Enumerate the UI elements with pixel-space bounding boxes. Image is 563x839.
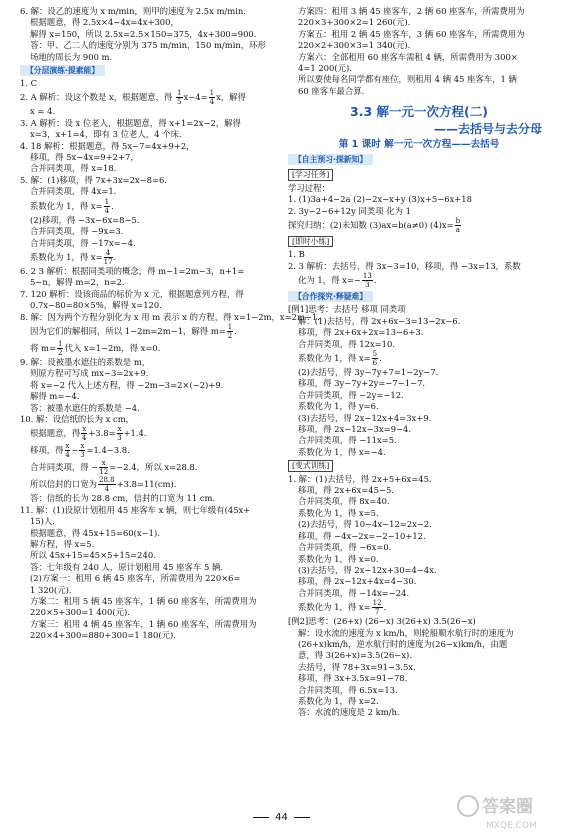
text-line: 化为 1，得 x=− $\frac{13}{3}$ . — [298, 272, 377, 290]
text-line: 根据题意，得 $\frac{x}{4}$ +3.8= $\frac{x}{3}$ +1.4. — [30, 425, 147, 443]
text-line: 2. 3 解析：去括号，得 3x−3=10，移项，得 −3x=13，系数 — [288, 260, 521, 271]
text-line: 所以 45x+15=45×5+15=240. — [30, 550, 156, 561]
text-line: [例2]思考：(26+x) (26−x) 3(26+x) 3.5(26−x) — [288, 616, 476, 627]
text-line: 去括号，得 78+3x=91−3.5x. — [298, 661, 416, 672]
chapter-title: 3.3 解一元一次方程(二) — [350, 104, 488, 120]
watermark-text: 答案圈 — [482, 797, 533, 817]
fraction: $\frac{1}{4}$ — [209, 89, 215, 107]
text-line: 1. (1)3a+4−2a (2)−2x−x+y (3)x+5−6x+18 — [288, 194, 472, 205]
text-line: 系数化为 1，得 x=0. — [298, 553, 379, 564]
text-line: 移项，得 −4x−2x=−2−10+12. — [298, 530, 426, 541]
watermark-logo — [456, 790, 554, 834]
text-line: 移项，得 5x−4x=9+2+7， — [30, 152, 139, 163]
text-line: 系数化为 1，得 x= $\frac{4}{17}$ . — [30, 248, 117, 266]
text-line: 答：被墨水遮住的系数是 −4. — [30, 402, 140, 413]
text-line: 0.7x−80=80×5%，解得 x=120. — [30, 300, 162, 311]
text-line: 1. 解：(1)去括号，得 2x+5+6x=45. — [288, 473, 432, 484]
text-line: 11. 解：(1)设原计划租用 45 座客车 x 辆，则七年级有(45x+ — [20, 504, 251, 515]
text-line: 合并同类项，得 −9x=3. — [30, 226, 124, 237]
text-line: 答：七年级有 240 人，原计划租用 45 座客车 5 辆. — [30, 561, 223, 572]
text-line: 解：(1)去括号，得 2x+6x−3=13−2x−6. — [298, 315, 461, 326]
watermark-url: MXQE.COM — [486, 821, 537, 831]
text-line: 4. 18 解析：根据题意，得 5x−7=4x+9+2， — [20, 140, 195, 151]
text-line: x = 4. — [30, 106, 56, 117]
fraction: $\frac{1}{5}$ — [177, 89, 182, 107]
fraction: $\frac{1}{2}$ — [58, 339, 63, 357]
text-line: 4=1 200(元). — [298, 63, 352, 74]
fraction: $\frac{x}{4}$ — [65, 442, 70, 460]
text-line: 系数化为 1，得 y=6. — [298, 401, 379, 412]
fraction: $\frac{x}{3}$ — [117, 425, 122, 443]
text-line: 方案四：租用 3 辆 45 座客车，2 辆 60 座客车，所需费用为 — [298, 6, 525, 16]
text-line: 解方程，得 x=5. — [30, 539, 95, 549]
text-line: 合并同类项，得 8x=40. — [298, 496, 390, 507]
text-line: 方案三：租用 4 辆 45 座客车，1 辆 60 座客车，所需费用为 — [30, 618, 257, 629]
text-line: 方案五：租用 2 辆 45 座客车，3 辆 60 座客车，所需费用为 — [298, 28, 525, 39]
text-line: (2)去括号，得 10−4x−12=2x−2. — [298, 519, 432, 530]
text-line: 方案二：租用 5 辆 45 座客车，1 辆 60 座客车，所需费用为 — [30, 596, 257, 607]
text-line: 移项，得 2x+6x+2x=13−6+3. — [298, 327, 424, 338]
text-line: 9. 解：设被墨水遮住的系数是 m， — [20, 356, 151, 367]
fraction: $\frac{1}{2}$ — [227, 322, 233, 340]
fraction: $\frac{12}{7}$ — [372, 599, 382, 617]
section-header: 【自主预习·探新知】 — [288, 154, 373, 165]
text-line: 学习过程： — [288, 182, 330, 193]
fraction: $\frac{1}{4}$ — [104, 197, 110, 215]
text-line: 移项，得 2x+6x=45−5. — [298, 485, 394, 496]
text-line: 则原方程可写成 mx−3=2x+9. — [30, 368, 149, 379]
text-line: 2. 3y−2−6+12y 同类项 化为 1 — [288, 205, 411, 216]
text-line: (2)去括号，得 3y−7y+7=1−2y−7. — [298, 366, 439, 377]
text-line: 合并同类项，得 −14x=−24. — [298, 587, 410, 598]
right-column — [288, 6, 550, 719]
text-line: 系数化为 1，得 x= $\frac{5}{6}$ . — [298, 349, 382, 367]
text-line: 解得 x=150，所以 2.5x=2.5×150=375，4x+300=900. — [30, 28, 257, 39]
fraction: $\frac{5}{6}$ — [372, 349, 378, 367]
subsection-label: [学习任务] — [288, 169, 333, 181]
text-line: 1 320(元). — [30, 584, 72, 595]
text-line: 2. A 解析：设这个数是 x，根据题意，得 $\frac{1}{5}$ x−4= $\frac{1}{4}$ x，解得 — [20, 89, 246, 107]
text-line: (3)去括号，得 2x−12x+4=3x+9. — [298, 412, 432, 423]
text-line: 移项，得 3x+3.5x=91−78. — [298, 673, 408, 684]
text-line: 220×2+300×3=1 340(元). — [298, 40, 411, 51]
text-line: 合并同类项，得 −11x=5. — [298, 435, 397, 446]
text-line: 系数化为 1，得 x= $\frac{1}{4}$ . — [30, 197, 114, 215]
text-line: 系数化为 1，得 x= $\frac{12}{7}$ . — [298, 599, 387, 617]
fraction: $\frac{x}{3}$ — [80, 442, 85, 460]
text-line: 5. 解：(1)移项，得 7x+3x=2x−8=6. — [20, 174, 167, 185]
text-line: 系数化为 1，得 x=5. — [298, 507, 379, 518]
fraction: $\frac{13}{3}$ — [362, 272, 372, 290]
text-line: 答：甲、乙二人的速度分别为 375 m/min，150 m/min，环形 — [30, 40, 266, 51]
text-line: 系数化为 1，得 x=2. — [298, 695, 379, 706]
text-line: [例1]思考：去括号 移项 同类项 — [288, 304, 406, 315]
subsection-label: [即时小练] — [288, 236, 333, 248]
text-line: 因为它们的解相同，所以 1−2m=2m−1，解得 m= $\frac{1}{2}$ . — [30, 322, 237, 340]
text-line: (2)方案一：租用 6 辆 45 座客车，所需费用为 220×6= — [30, 573, 241, 584]
text-line: 5−n，解得 m=2，n=2. — [30, 277, 125, 288]
text-line: 6. 2 3 解析：根据同类项的概念，得 m−1=2m−3，n+1= — [20, 265, 245, 276]
text-line: 移项，得 3y−7y+2y=−7−1−7. — [298, 378, 426, 389]
text-line: 合并同类项，得 −2y=−12. — [298, 389, 404, 400]
text-line: 220×5+300=1 400(元). — [30, 607, 130, 618]
text-line: 方案六：全部租用 60 座客车需租 4 辆，所需费用为 300× — [298, 51, 518, 62]
text-line: 移项，得 $\frac{x}{4}$ − $\frac{x}{3}$ =1.4−3.8. — [30, 442, 130, 460]
text-line: 15)人. — [30, 516, 55, 527]
text-line: 将 x=−2 代入上述方程，得 −2m−3=2×(−2)+9. — [30, 379, 224, 390]
text-line: 合并同类项，得 6.5x=13. — [298, 684, 398, 695]
text-line: 7. 120 解析：设该商品的标价为 x 元，根据题意列方程，得 — [20, 288, 244, 299]
text-line: 合并同类项，得 4x=1. — [30, 186, 117, 197]
text-line: (2)移项，得 −3x−6x=8−5. — [30, 214, 140, 225]
text-line: 8. 解：因为两个方程分别化为 x 用 m 表示 x 的方程，得 x=1−2m，x=2m−1. — [20, 311, 320, 322]
text-line: 意，得 3(26+x)=3.5(26−x). — [298, 650, 412, 661]
text-line: (3)去括号，得 2x−12x+30=4−4x. — [298, 564, 437, 575]
fraction: $\frac{x}{4}$ — [81, 425, 87, 443]
text-line: 所以要使每名同学都有座位，则租用 4 辆 45 座客车，1 辆 — [298, 74, 517, 85]
text-line: 答：水流的速度是 2 km/h. — [298, 707, 400, 718]
text-line: 将 m= $\frac{1}{2}$ 代入 x=1−2m，得 x=0. — [30, 339, 161, 357]
text-line: 所以信封的口宽为 $\frac{28.8}{4}$ +3.8=11(cm). — [30, 476, 177, 494]
text-line: 场地的周长为 900 m. — [30, 51, 113, 62]
subsection-label: [变式训练] — [288, 460, 333, 472]
text-line: 探究归纳：(2)未知数 (3)ax=b(a≠0) (4)x= $\frac{b}{a}$ — [288, 216, 461, 234]
text-line: 合并同类项，得 −17x=−4. — [30, 237, 136, 248]
text-line: (26+x)km/h，逆水航行时的速度为(26−x)km/h，由题 — [298, 638, 508, 649]
section-header: 【分层演练·提素能】 — [20, 65, 105, 76]
text-line: 解得 m=−4. — [30, 391, 80, 402]
fraction: $\frac{b}{a}$ — [455, 216, 461, 234]
text-line: 答：信纸的长为 28.8 cm，信封的口宽为 11 cm. — [30, 493, 216, 504]
section-header: 【合作探究·释疑难】 — [288, 291, 373, 302]
chapter-subtitle: ——去括号与去分母 — [433, 122, 542, 137]
text-line: 10. 解：设信纸的长为 x cm， — [20, 413, 135, 424]
text-line: 根据题意，得 45x+15=60(x−1). — [30, 527, 160, 538]
text-line: 1. B — [288, 249, 305, 260]
text-line: 3. A 解析：设 x 位老人，根据题意，得 x+1=2x−2，解得 — [20, 117, 241, 128]
fraction: $\frac{x}{12}$ — [99, 459, 109, 477]
text-line: 1. C — [20, 78, 38, 89]
lesson-title: 第 1 课时 解一元一次方程——去括号 — [338, 139, 500, 151]
text-line: 220×3+300×2=1 260(元). — [298, 17, 411, 28]
text-line: 合并同类项，得 −6x=0. — [298, 542, 392, 553]
text-line: 220×4+300=880+300=1 180(元). — [30, 630, 176, 641]
text-line: 60 座客车最合算. — [298, 85, 365, 96]
page-number: 44 — [0, 812, 563, 823]
text-line: 合并同类项，得 12x=10. — [298, 338, 396, 349]
text-line: 6. 解：设乙的速度为 x m/min，则甲的速度为 2.5x m/min. — [20, 6, 246, 16]
fraction: $\frac{28.8}{4}$ — [99, 476, 115, 494]
text-line: 解：设水流的速度为 x km/h，则轮船顺水航行时的速度为 — [298, 627, 514, 638]
text-line: 合并同类项，得 − $\frac{x}{12}$ =−2.4，所以 x=28.8. — [30, 459, 198, 477]
text-line: 移项，得 2x−12x+4x=4−30. — [298, 576, 417, 587]
text-line: 系数化为 1，得 x=−4. — [298, 446, 386, 457]
text-line: x=3，x+1=4，即有 3 位老人，4 个床. — [30, 129, 182, 140]
text-line: 合并同类项，得 x=18. — [30, 163, 117, 174]
fraction: $\frac{4}{17}$ — [103, 248, 113, 266]
text-line: 移项，得 2x−12x−3x=9−4. — [298, 423, 412, 434]
text-line: 根据题意，得 2.5x×4−4x=4x+300， — [30, 17, 179, 28]
